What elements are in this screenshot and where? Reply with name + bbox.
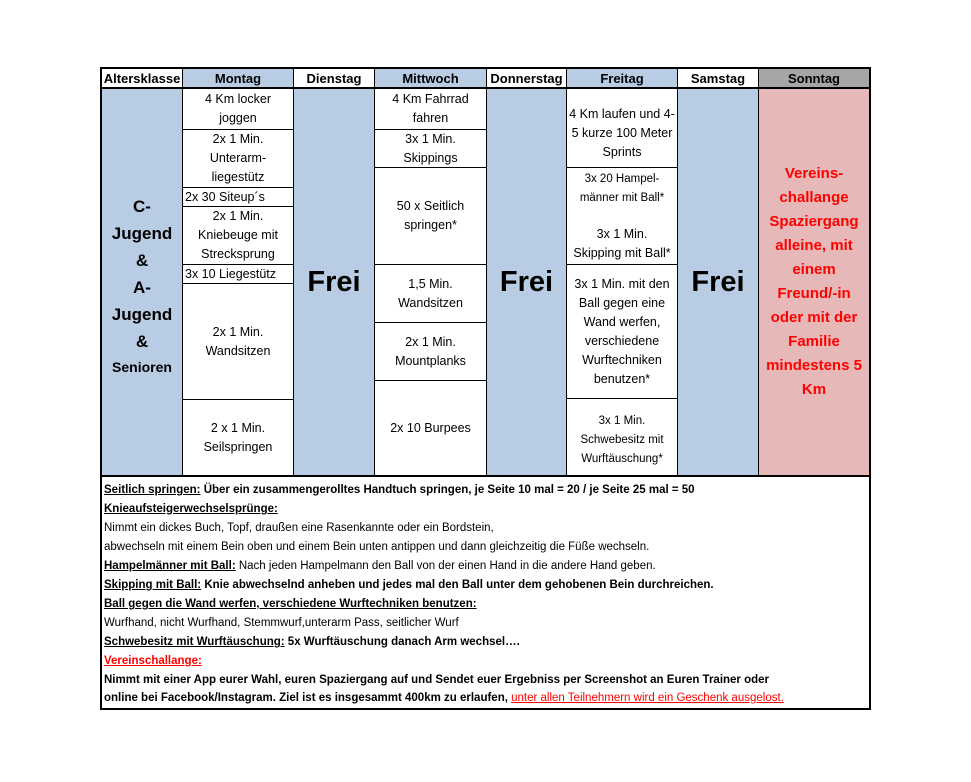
montag-column bbox=[183, 89, 294, 475]
note-schwebesitz bbox=[104, 635, 520, 649]
age-line-6: & bbox=[135, 332, 149, 351]
dienstag-column bbox=[294, 89, 375, 475]
mittwoch-column bbox=[375, 89, 487, 475]
freitag-cell-2-line-2: männer mit Ball* bbox=[579, 192, 665, 204]
note-knieaufsteiger-label: Knieaufsteigerwechselsprünge: bbox=[104, 503, 278, 515]
note-9-text: 5x Wurftäuschung danach Arm wechsel…. bbox=[284, 636, 520, 648]
montag-cell-7: 2 x 1 Min. Seilspringen bbox=[183, 399, 293, 475]
montag-cell-6: 2x 1 Min. Wandsitzen bbox=[183, 283, 293, 399]
note-12-text: online bei Facebook/Instagram. Ziel ist es insgesammt 400km zu erlaufen, bbox=[104, 692, 512, 704]
header-altersklasse: Altersklasse bbox=[102, 69, 183, 89]
note-12 bbox=[104, 691, 784, 705]
note-1-text: Über ein zusammengerolltes Handtuch springen, je Seite 10 mal = 20 / je Seite 25 mal = 50 bbox=[200, 484, 695, 496]
freitag-cell-2-line-3: 3x 1 Min. bbox=[596, 227, 648, 241]
montag-cell-4: 2x 1 Min. Kniebeuge mit Strecksprung bbox=[183, 206, 293, 264]
mittwoch-cell-5: 2x 1 Min. Mountplanks bbox=[375, 322, 486, 380]
donnerstag-column bbox=[487, 89, 567, 475]
header-donnerstag: Donnerstag bbox=[487, 69, 567, 89]
note-5-label: Hampelmänner mit Ball: bbox=[104, 560, 236, 572]
training-plan-table bbox=[100, 67, 871, 710]
donnerstag-frei: Frei bbox=[499, 265, 554, 298]
mittwoch-cell-1: 4 Km Fahrrad fahren bbox=[392, 92, 469, 125]
freitag-cell-4-line-2: Schwebesitz mit bbox=[580, 434, 664, 446]
freitag-cell-3: 3x 1 Min. mit den Ball gegen eine Wand werfen, verschiedene Wurftechniken benutzen* bbox=[567, 264, 677, 398]
age-line-2: Jugend bbox=[111, 224, 173, 243]
age-line-1: C- bbox=[133, 197, 151, 216]
note-8: Wurfhand, nicht Wurfhand, Stemmwurf,unterarm Pass, seitlicher Wurf bbox=[104, 617, 459, 629]
age-line-7: Senioren bbox=[112, 359, 172, 375]
mittwoch-cell-4: 1,5 Min. Wandsitzen bbox=[375, 264, 486, 322]
note-9-label: Schwebesitz mit Wurftäuschung: bbox=[104, 636, 285, 648]
dienstag-frei: Frei bbox=[307, 265, 361, 298]
freitag-cell-2-line-1: 3x 20 Hampel- bbox=[584, 173, 660, 185]
freitag-cell-4-line-3: Wurftäuschung* bbox=[581, 453, 663, 465]
montag-cell-1: 4 Km locker joggen bbox=[205, 92, 271, 125]
note-vereinschallange-label: Vereinschallange: bbox=[104, 655, 202, 667]
montag-cell-2: 2x 1 Min. Unterarm-liegestütz bbox=[183, 129, 293, 187]
header-samstag: Samstag bbox=[678, 69, 759, 89]
note-11: Nimmt mit einer App eurer Wahl, euren Spaziergang auf und Sendet euer Ergebniss per Screenshot an Euren Trainer oder bbox=[104, 674, 770, 686]
freitag-cell-4 bbox=[567, 398, 677, 475]
mittwoch-cell-6: 2x 10 Burpees bbox=[375, 380, 486, 475]
age-line-4: A- bbox=[133, 278, 151, 297]
header-sonntag: Sonntag bbox=[759, 69, 869, 89]
samstag-column bbox=[678, 89, 759, 475]
header-montag: Montag bbox=[183, 69, 294, 89]
header-mittwoch: Mittwoch bbox=[375, 69, 487, 89]
note-hampelmaenner bbox=[104, 559, 656, 573]
note-skipping bbox=[104, 578, 714, 592]
note-6-label: Skipping mit Ball: bbox=[104, 579, 202, 591]
note-3: Nimmt ein dickes Buch, Topf, draußen eine Rasenkannte oder ein Bordstein, bbox=[104, 522, 494, 534]
note-ball-wand-label: Ball gegen die Wand werfen, verschiedene Wurftechniken benutzen: bbox=[104, 598, 477, 610]
samstag-frei: Frei bbox=[691, 265, 745, 298]
mittwoch-cell-2: 3x 1 Min. Skippings bbox=[375, 129, 486, 167]
montag-cell-3: 2x 30 Siteup´s bbox=[183, 187, 293, 206]
sonntag-column bbox=[759, 89, 869, 475]
note-4: abwechseln mit einem Bein oben und einem Bein unten antippen und dann gleichzeitig die Füße wechseln. bbox=[104, 541, 650, 553]
header-dienstag: Dienstag bbox=[294, 69, 375, 89]
note-6-text: Knie abwechselnd anheben und jedes mal den Ball unter dem gehobenen Bein durchreichen. bbox=[201, 579, 714, 591]
note-5-text: Nach jeden Hampelmann den Ball von der einen Hand in die andere Hand geben. bbox=[235, 560, 656, 572]
montag-cell-5: 3x 10 Liegestütz bbox=[183, 264, 293, 283]
note-1-label: Seitlich springen: bbox=[104, 484, 201, 496]
freitag-cell-2 bbox=[567, 167, 677, 264]
freitag-cell-1: 4 Km laufen und 4-5 kurze 100 Meter Sprints bbox=[569, 106, 675, 159]
note-12-red: unter allen Teilnehmern wird ein Geschenk ausgelost. bbox=[511, 692, 784, 704]
note-seitlich-springen bbox=[104, 483, 695, 497]
freitag-column bbox=[567, 89, 678, 475]
age-line-3: & bbox=[135, 251, 149, 270]
sonntag-challenge-text: Vereins-challange Spaziergang alleine, mit einem Freund/-in oder mit der Familie mindestens 5 Km bbox=[766, 165, 862, 398]
header-freitag: Freitag bbox=[567, 69, 678, 89]
age-group-cell bbox=[102, 89, 183, 475]
freitag-cell-4-line-1: 3x 1 Min. bbox=[598, 415, 646, 427]
notes-section bbox=[102, 475, 869, 708]
freitag-cell-2-line-4: Skipping mit Ball* bbox=[573, 246, 671, 260]
age-line-5: Jugend bbox=[111, 305, 173, 324]
mittwoch-cell-3: 50 x Seitlich springen* bbox=[375, 167, 486, 264]
